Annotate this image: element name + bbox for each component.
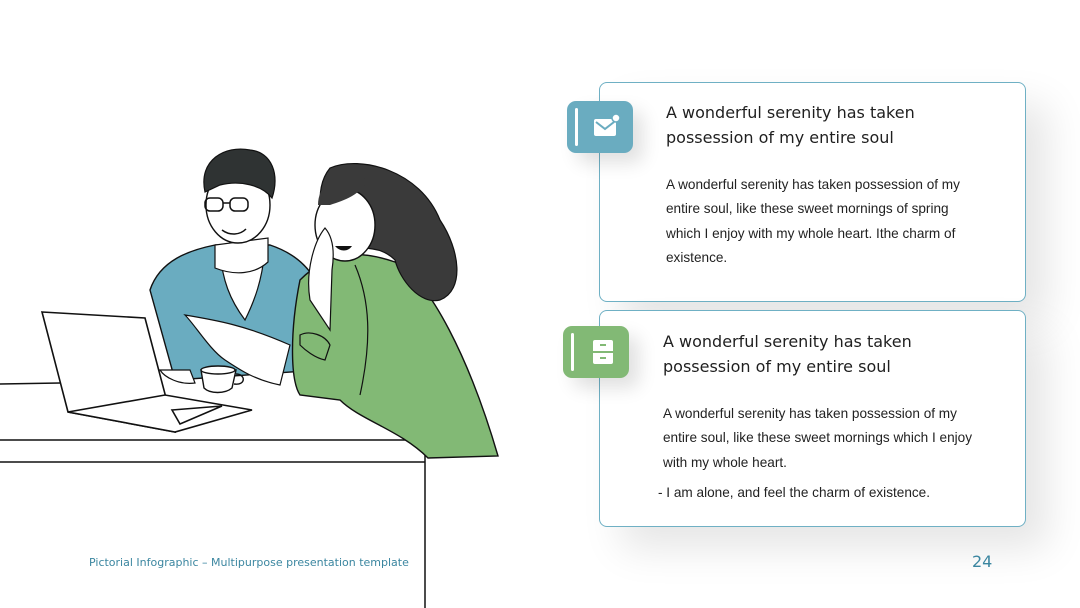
badge-bar xyxy=(575,108,578,146)
card-title: A wonderful serenity has taken possession of my entire soul xyxy=(663,332,912,376)
info-card-1 xyxy=(599,82,1026,302)
card-note: - I am alone, and feel the charm of existence. xyxy=(658,485,931,500)
page-number: 24 xyxy=(972,552,993,571)
people-at-laptop-illustration xyxy=(0,130,510,608)
footer-text: Pictorial Infographic – Multipurpose presentation template xyxy=(89,556,409,569)
card-title: A wonderful serenity has taken possession of my entire soul xyxy=(666,103,915,147)
card-body: A wonderful serenity has taken possession of my entire soul, like these sweet mornings which I enjoy with my whole heart. xyxy=(663,406,973,470)
cabinet-icon xyxy=(588,338,618,366)
card-2-badge xyxy=(563,326,629,378)
envelope-icon xyxy=(592,113,622,141)
card-body: A wonderful serenity has taken possession of my entire soul, like these sweet mornings of spring which I enjoy with my whole heart. Ithe charm of existence. xyxy=(666,177,960,265)
badge-bar xyxy=(571,333,574,371)
card-1-badge xyxy=(567,101,633,153)
info-card-2 xyxy=(599,310,1026,527)
